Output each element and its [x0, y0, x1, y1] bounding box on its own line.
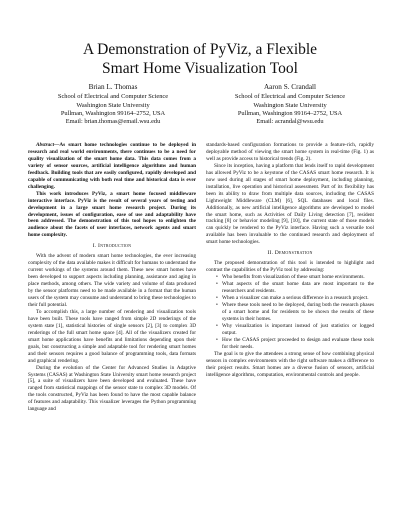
paper-title [30, 40, 370, 78]
abstract-text: —As smart home technologies continue to be deployed in research and real world environments, there continues to be a need for quality visualization of the smart home data. This data comes from a variety of sensor sources, artificial intelligence algorithms and human feedback. Building tools that are easily configured, rapidly developed and capable of communicating with both real time and historical data is ever challenging. [28, 142, 196, 190]
author-university: Washington State University [76, 101, 150, 109]
section-heading-introduction: I. Introduction [92, 243, 132, 250]
abstract-label: Abstract [36, 142, 55, 148]
demo-paragraph-1: The proposed demonstration of this tool is intended to highlight and contrast the capabilities of the PyViz tool by addressing: [206, 260, 374, 274]
title-line-2: Smart Home Visualization Tool [102, 60, 298, 77]
list-item: • How the CASAS project proceeded to design and evaluate these tools for their needs. [216, 337, 374, 351]
right-column [206, 142, 374, 378]
section-heading-demonstration: II. Demonstration [267, 250, 313, 257]
author-name: Brian L. Thomas [88, 83, 138, 91]
right-paragraph-2: Since its inception, having a platform that lends itself to rapid development has allowed PyViz to be a keystone of the CASAS smart home research. It is now used during all stages of smart home deployment, including planning, installation, live operation and historical assessment. Part of its flexibility has been its ability to draw from multiple data sources, including the CASAS Lightweight Middleware (CLM) [6], SQL databases and local files. Additionally, as new artificial intelligence algorithms are developed to model the smart home, such as Activities of Daily Living detection [7], resident tracking [8] or behavior modeling [9], [10], the current state of those models can quickly be rendered to the PyViz interface. Having such a versatile tool available has been invaluable to the continued research and deployment of smart home technologies. [206, 162, 374, 246]
right-paragraph-1: standards-based configuration formations to provide a feature-rich, rapidly deployable method of viewing the smart home system in real-time (Fig. 1) as well as provide access to historical trends (Fig. 2). [206, 142, 374, 162]
author-department: School of Electrical and Computer Science [57, 93, 169, 101]
list-item: • What aspects of the smart home data are most important to the researchers and residents. [216, 281, 374, 295]
list-item: • Why visualization is important instead of just statistics or logged output. [216, 323, 374, 337]
demo-paragraph-2: The goal is to give the attendees a strong sense of how combining physical sensors in complex environments with the right software makes a difference to their project results. Smart homes are a diverse fusion of sensors, artificial intelligence algorithms, computation, environmental controls and people. [206, 350, 374, 378]
list-item: • Who benefits from visualization of these smart home environments. [216, 274, 374, 281]
intro-paragraph-1: With the advent of modern smart home technologies, the ever increasing complexity of the data available makes it difficult for humans to understand the current workings of the systems around them. These new smart homes have been developed to support aspects including planning, assistance and aging in place methods, among others. The wide variety and volume of data produced by the sensor platforms need to be made available in a format that the human users of the system may consume and understand to bring these technologies to their full potential. [28, 253, 196, 308]
author-block-1 [28, 83, 198, 126]
author-department: School of Electrical and Computer Science [234, 93, 346, 101]
author-email: Email: brian.thomas@email.wsu.edu [65, 118, 161, 126]
intro-paragraph-3: During the evolution of the Center for Advanced Studies in Adaptive Systems (CASAS) at Washington State University smart home research project [5], a suite of visualizers have been developed and evaluated. These have ranged from statistical mappings of the sensor state to complex 3D models. Of the tools constructed, PyViz has been found to have the most capable balance of features and adaptability. This visualizer leverages the Python programming language and [28, 364, 196, 413]
author-address: Pullman, Washington 99164–2752, USA [60, 109, 166, 117]
left-column [28, 142, 196, 413]
intro-paragraph-2: To accomplish this, a large number of rendering and visualization tools have been built. These tools have ranged from simple 2D renderings of the system state [1], statistical histories of single sensors [2], [3] to complex 3D renderings of the full smart home space [4]. All of the visualizers created for smart home applications have benefits and limitations depending upon their goals, but constructing a simple and adaptable tool for rendering smart homes and their sensors requires a good balance of programming tools, data formats and graphical rendering. [28, 308, 196, 364]
demo-bullet-list [206, 274, 374, 350]
author-address: Pullman, Washington 99164–2752, USA [237, 109, 343, 117]
author-name: Aaron S. Crandall [263, 83, 317, 91]
author-block-2 [205, 83, 375, 126]
author-email: Email: acrandal@wsu.edu [256, 118, 324, 126]
title-line-1: A Demonstration of PyViz, a Flexible [82, 41, 318, 58]
list-item: • Where these tools need to be deployed, during both the research phases of a smart home and for residents to be shown the results of these systems in their homes. [216, 302, 374, 323]
abstract-paragraph-2: This work introduces PyViz, a smart home focused middleware interactive interface. PyViz is the result of several years of testing and development in a large smart home research project. During its development, issues of configuration, ease of use and adaptability have been addressed. The demonstration of this tool hopes to enlighten the audience about the facets of user interfaces, network agents and smart home complexity. [28, 190, 196, 239]
abstract-paragraph [28, 142, 196, 191]
list-item: • When a visualizer can make a serious difference in a research project. [216, 295, 374, 302]
author-university: Washington State University [253, 101, 327, 109]
